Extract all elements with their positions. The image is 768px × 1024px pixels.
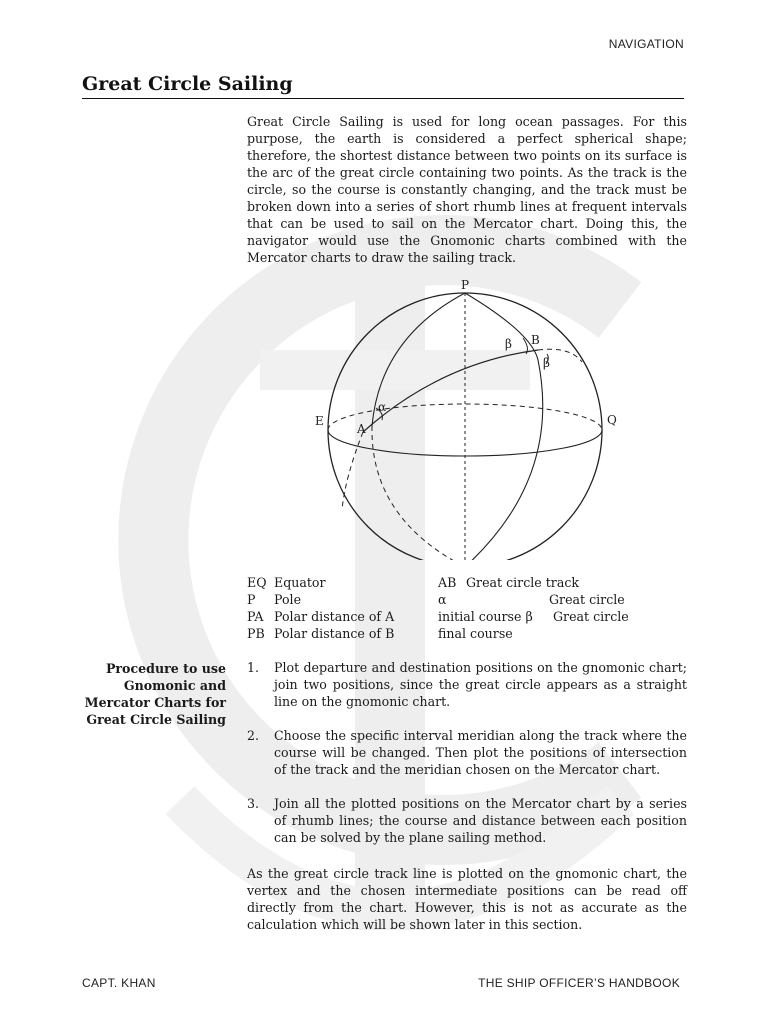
great-circle-sphere-diagram	[300, 278, 630, 560]
label-beta-2: β	[543, 356, 550, 370]
list-item	[247, 659, 687, 710]
intro-paragraph: Great Circle Sailing is used for long ocean passages. For this purpose, the earth is considered a perfect spherical shape; therefore, the shortest distance between two points on its surface is the arc of the great circle containing two points. As the track is the circle, so the course is constantly changing, and the track must be broken down into a series of short rhumb lines at frequent intervals that can be used to sail on the Mercator chart. Doing this, the navigator would use the Gnomonic charts combined with the Mercator charts to draw the sailing track.	[247, 114, 687, 265]
label-b: B	[531, 333, 540, 347]
section-title: Great Circle Sailing	[82, 72, 684, 99]
legend-desc: Great circle	[549, 592, 625, 607]
legend-row	[247, 574, 687, 591]
list-item	[247, 795, 687, 846]
legend-desc: Polar distance of A	[274, 609, 395, 624]
procedure-side-heading: Procedure to use Gnomonic and Mercator Charts for Great Circle Sailing	[84, 661, 226, 727]
legend-desc: final course	[438, 626, 513, 641]
label-q: Q	[607, 413, 617, 427]
step-text: Plot departure and destination positions on the gnomonic chart; join two positions, since the great circle appears as a straight line on the gnomonic chart.	[274, 660, 687, 709]
footer-book-title: THE SHIP OFFICER’S HANDBOOK	[478, 976, 680, 990]
step-text: Join all the plotted positions on the Mercator chart by a series of rhumb lines; the course and distance between each position can be solved by the plane sailing method.	[274, 796, 687, 845]
legend-desc: Equator	[274, 575, 326, 590]
great-circle-track-back	[342, 432, 363, 510]
procedure-steps	[247, 659, 687, 863]
legend-row	[247, 608, 687, 625]
legend-abbr: PB	[247, 626, 265, 641]
legend-desc: Polar distance of B	[274, 626, 395, 641]
step-number: 1.	[247, 660, 260, 675]
step-text: Choose the specific interval meridian along the track where the course will be changed. Then plot the positions of intersection of the track and the meridian chosen on the Mercator chart.	[274, 728, 687, 777]
label-alpha: α	[378, 400, 387, 414]
legend-desc: Great circle track	[466, 575, 580, 590]
legend-row	[247, 625, 687, 642]
closing-paragraph: As the great circle track line is plotted on the gnomonic chart, the vertex and the chosen intermediate positions can be read off directly from the chart. However, this is not as accurate as the calculation which will be shown later in this section.	[247, 866, 687, 932]
label-a: A	[357, 422, 366, 436]
diagram-legend	[247, 574, 687, 642]
legend-abbr: AB	[438, 575, 457, 590]
label-e: E	[315, 414, 324, 428]
meridian-a-back	[372, 426, 465, 560]
step-number: 3.	[247, 796, 260, 811]
legend-row	[247, 591, 687, 608]
legend-abbr: P	[247, 592, 256, 607]
legend-desc: Great circle	[553, 609, 629, 624]
great-circle-track-ab	[363, 350, 538, 432]
label-beta-1: β	[505, 337, 512, 351]
legend-desc: initial course β	[438, 609, 533, 624]
legend-desc: Pole	[274, 592, 302, 607]
list-item	[247, 727, 687, 778]
legend-abbr: PA	[247, 609, 264, 624]
label-p: P	[461, 278, 470, 292]
legend-abbr: α	[438, 592, 447, 607]
legend-abbr: EQ	[247, 575, 267, 590]
running-head: NAVIGATION	[608, 37, 684, 51]
footer-author: CAPT. KHAN	[82, 976, 156, 990]
step-number: 2.	[247, 728, 260, 743]
